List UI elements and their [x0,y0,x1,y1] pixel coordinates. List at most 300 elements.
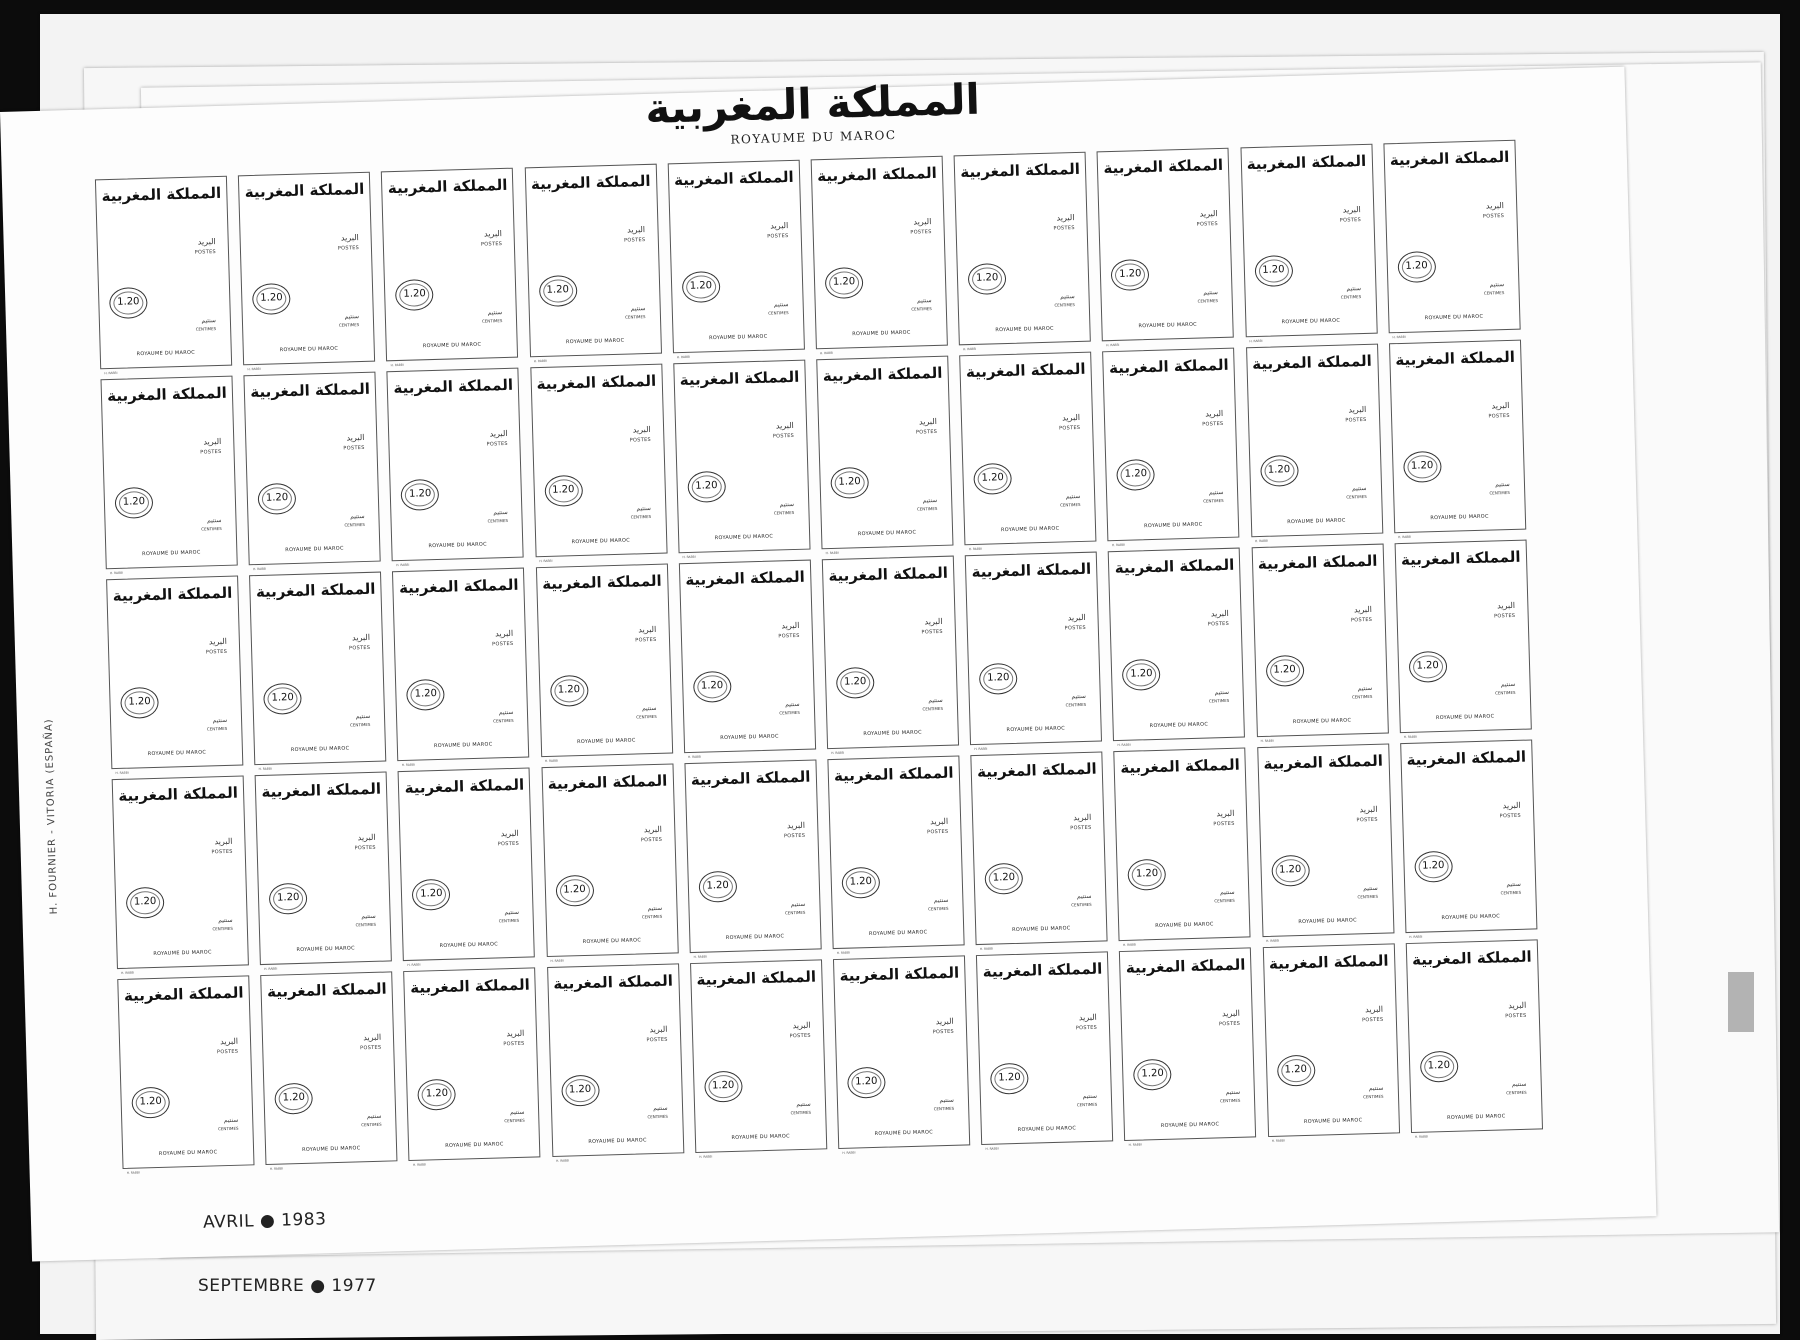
stamp-frame [965,552,1102,746]
seal-icon [704,1071,743,1103]
stamp [527,363,676,567]
stamp-pane [92,139,1551,1179]
stamp-value: 1.20 [992,871,1016,884]
stamp-postes-arabic: البريد [1210,608,1229,619]
stamp-centimes-arabic: سنتيم [361,912,376,921]
stamp-country-french: ROYAUME DU MAROC [445,1141,504,1149]
stamp-country-arabic: المملكة المغربية [960,159,1081,182]
stamp-frame [387,368,524,562]
stamp-frame [249,572,386,766]
stamp-value: 1.20 [1267,464,1291,476]
stamp-designer: H. RABBI [247,366,261,372]
stamp-postes-arabic: البريد [935,1016,954,1027]
stamp-centimes-arabic: سنتيم [636,504,651,513]
seal-icon [841,867,880,899]
stamp-centimes-french: CENTIMES [1483,290,1505,296]
stamp-country-french: ROYAUME DU MAROC [720,733,779,742]
stamp [1111,747,1260,951]
stamp-value: 1.20 [849,875,873,888]
stamp [538,763,687,967]
stamp-centimes-french: CENTIMES [1208,697,1230,704]
stamp-centimes-arabic: سنتيم [1220,888,1235,897]
stamp-centimes-french: CENTIMES [201,525,222,532]
seal-icon [395,279,434,311]
stamp-value: 1.20 [1135,867,1159,880]
stamp-postes-arabic: البريد [632,424,651,435]
seal-icon [681,271,720,303]
stamp-postes-arabic: البريد [208,636,227,647]
stamp [1105,547,1254,751]
stamp-postes-arabic: البريد [357,832,376,843]
seal-icon [1116,459,1155,491]
seal-icon [973,463,1012,495]
stamp-country-arabic: المملكة المغربية [106,383,227,406]
stamp-centimes-french: CENTIMES [1363,1093,1384,1100]
stamp-designer: H. RABBI [836,950,850,955]
stamp [824,755,973,959]
seal-icon [1397,251,1436,283]
stamp-value: 1.20 [1422,859,1445,872]
stamp-postes-arabic: البريد [1078,1012,1097,1023]
stamp-designer: H. RABBI [269,1166,283,1171]
stamp-country-arabic: المملكة المغربية [530,171,651,194]
stamp-postes-arabic: البريد [1073,812,1092,823]
stamp-postes-arabic: البريد [781,620,800,631]
stamp-designer: H. RABBI [539,558,553,564]
stamp-designer: H. RABBI [264,966,278,971]
stamp-value: 1.20 [1284,1063,1308,1076]
stamp-country-french: ROYAUME DU MAROC [433,741,493,750]
seal-icon [263,683,302,715]
stamp-postes-arabic: البريد [363,1032,382,1043]
stamp-postes-french: POSTES [1207,620,1230,628]
stamp-centimes-arabic: سنتيم [647,904,663,913]
stamp-value: 1.20 [563,883,586,896]
stamp-designer: H. RABBI [1398,534,1412,540]
seal-icon [830,467,869,499]
seal-icon [1403,451,1442,483]
stamp-value: 1.20 [117,296,140,308]
stamp-country-arabic: المملكة المغربية [1389,147,1510,170]
stamp-designer: H. RABBI [682,554,696,560]
stamp [109,775,258,979]
stamp-country-french: ROYAUME DU MAROC [1424,313,1484,322]
stamp-postes-arabic: البريد [649,1024,668,1035]
stamp-centimes-french: CENTIMES [504,1117,525,1124]
stamp-value: 1.20 [403,288,426,300]
stamp-centimes-arabic: سنتيم [223,1116,239,1125]
stamp-country-french: ROYAUME DU MAROC [571,537,631,546]
stamp-frame [95,176,232,370]
stamp-frame [381,168,518,362]
stamp-value: 1.20 [552,484,575,496]
stamp-designer: H. RABBI [819,350,834,356]
stamp-centimes-arabic: سنتيم [917,297,932,305]
stamp-postes-french: POSTES [1218,1020,1241,1028]
stamp-country-french: ROYAUME DU MAROC [731,1133,790,1141]
stamp-designer: H. RABBI [1266,938,1280,943]
stamp-postes-arabic: البريد [495,628,514,639]
stamp-country-arabic: المملكة المغربية [244,179,365,202]
stamp-country-arabic: المملكة المغربية [553,971,674,993]
seal-icon [115,487,154,519]
stamp-postes-arabic: البريد [1216,808,1235,819]
stamp-country-arabic: المملكة المغربية [1406,747,1527,769]
stamp-centimes-arabic: سنتيم [641,704,657,713]
stamp-postes-french: POSTES [486,440,508,448]
stamp-frame [524,164,661,358]
stamp-postes-french: POSTES [1196,221,1218,228]
seal-icon [1408,651,1447,683]
stamp-frame [1262,943,1399,1137]
stamp-centimes-french: CENTIMES [647,1113,668,1120]
stamp-postes-arabic: البريد [506,1028,525,1039]
stamp-postes-arabic: البريد [340,233,359,243]
seal-icon [412,879,451,911]
seal-icon [1133,1059,1172,1091]
stamp-designer: H. RABBI [1111,542,1126,548]
stamp [1237,143,1386,347]
stamp-frame [1383,140,1520,334]
stamp-centimes-french: CENTIMES [1065,701,1087,708]
seal-icon [555,875,594,907]
stamp-value: 1.20 [706,879,729,892]
stamp-postes-french: POSTES [492,640,514,648]
stamp [1259,943,1408,1147]
stamp-centimes-french: CENTIMES [916,505,938,512]
stamp [241,371,390,575]
stamp-centimes-arabic: سنتيم [1203,289,1218,297]
stamp-postes-arabic: البريد [489,428,508,439]
stamp-postes-french: POSTES [1070,824,1092,832]
stamp-centimes-arabic: سنتيم [1489,281,1505,289]
stamp [1386,339,1535,543]
stamp-country-arabic: المملكة المغربية [1411,947,1532,969]
stamp-country-french: ROYAUME DU MAROC [725,933,785,942]
seal-icon [269,883,308,915]
stamp [92,175,241,379]
stamp-centimes-arabic: سنتيم [498,708,514,717]
seal-icon [847,1067,886,1099]
seal-icon [979,663,1018,695]
stamp-value: 1.20 [420,887,443,900]
stamp-centimes-arabic: سنتيم [1071,692,1086,701]
stamp-country-arabic: المملكة المغربية [1125,955,1246,977]
stamp-postes-french: POSTES [1356,816,1378,824]
stamp-centimes-arabic: سنتيم [1346,285,1362,293]
stamp-value: 1.20 [260,292,283,304]
stamp-postes-arabic: البريد [351,632,371,643]
stamp [962,551,1111,755]
stamp-country-arabic: المملكة المغربية [1252,351,1372,374]
stamp-designer: H. RABBI [258,766,272,772]
seal-icon [1128,859,1167,891]
stamp-centimes-arabic: سنتيم [1082,1092,1098,1101]
stamp-frame [959,352,1096,546]
stamp-frame [535,564,672,758]
stamp-country-arabic: المملكة المغربية [101,183,222,206]
stamp-frame [404,967,541,1161]
stamp-value: 1.20 [557,684,581,696]
stamp-frame [541,763,678,957]
stamp-postes-arabic: البريد [1485,201,1505,211]
stamp-centimes-arabic: سنتيم [796,1100,811,1109]
stamp-frame [1257,743,1394,937]
stamp-country-arabic: المملكة المغربية [1108,355,1229,378]
stamp-country-arabic: المملكة المغربية [393,375,514,398]
stamp-frame [667,160,804,354]
stamp-centimes-french: CENTIMES [1340,294,1362,300]
stamp [1397,739,1546,943]
stamp-value: 1.20 [1405,260,1428,272]
stamp-centimes-arabic: سنتيم [509,1108,525,1117]
stamp-frame [679,560,816,754]
seal-icon [418,1079,457,1111]
stamp-value: 1.20 [843,676,867,688]
stamp-value: 1.20 [1118,268,1142,280]
stamp-postes-french: POSTES [1075,1024,1098,1032]
stamp-value: 1.20 [998,1071,1021,1084]
stamp-postes-french: POSTES [200,448,222,456]
stamp-centimes-french: CENTIMES [481,318,503,324]
stamp-frame [816,356,953,550]
stamp-frame [1246,344,1383,538]
stamp [1391,539,1540,743]
stamp-country-french: ROYAUME DU MAROC [588,1137,647,1145]
stamp-centimes-arabic: سنتيم [487,309,503,317]
stamp-designer: H. RABBI [121,970,135,975]
stamp-country-french: ROYAUME DU MAROC [1006,725,1066,734]
stamp-country-french: ROYAUME DU MAROC [1000,525,1060,534]
stamp-country-arabic: المملكة المغربية [1103,155,1224,178]
stamp-country-arabic: المملكة المغربية [409,975,530,997]
stamp-value: 1.20 [1124,468,1148,480]
stamp-centimes-arabic: سنتيم [773,301,789,309]
stamp-country-french: ROYAUME DU MAROC [1435,713,1495,722]
stamp-centimes-arabic: سنتيم [928,696,943,705]
seal-icon [538,275,577,307]
stamp-postes-arabic: البريد [913,217,932,227]
stamp-frame [1108,548,1245,742]
stamp-postes-arabic: البريد [1508,1000,1527,1011]
stamp-frame [673,360,810,554]
seal-icon [836,667,875,699]
stamp-value: 1.20 [1427,1059,1451,1072]
seal-icon [825,267,864,299]
stamp [395,767,544,971]
stamp [676,559,825,763]
stamp-designer: H. RABBI [412,1162,427,1167]
stamp-country-arabic: المملكة المغربية [1246,151,1367,174]
stamp-postes-french: POSTES [1350,616,1373,624]
stamp [664,159,813,363]
stamp-country-arabic: المملكة المغربية [112,583,233,606]
seal-icon [1254,255,1293,287]
stamp-country-french: ROYAUME DU MAROC [1149,721,1209,730]
stamp-centimes-french: CENTIMES [1506,1089,1527,1096]
stamp-frame [1405,939,1542,1133]
stamp-frame [1097,148,1234,342]
stamp-centimes-arabic: سنتيم [493,508,508,517]
stamp-postes-french: POSTES [1058,424,1081,432]
stamp-designer: H. RABBI [979,946,994,951]
stamp-centimes-arabic: سنتيم [1208,488,1224,497]
stamp-value: 1.20 [133,895,157,908]
stamp-frame [238,172,375,366]
stamp-country-french: ROYAUME DU MAROC [285,545,344,554]
stamp-designer: H. RABBI [115,770,129,776]
stamp-postes-french: POSTES [216,1048,239,1056]
stamp-postes-arabic: البريد [775,420,794,431]
stamp-country-french: ROYAUME DU MAROC [868,929,928,938]
stamp-country-french: ROYAUME DU MAROC [582,937,642,946]
stamp-centimes-french: CENTIMES [1203,497,1224,504]
stamp-designer: H. RABBI [699,1154,713,1159]
stamp-value: 1.20 [408,488,432,500]
seal-icon [561,1075,600,1107]
stamp-postes-french: POSTES [646,1036,668,1044]
stamp-designer: H. RABBI [407,962,421,967]
stamp-value: 1.20 [122,496,146,508]
stamp [1099,347,1248,551]
stamp-centimes-arabic: سنتيم [1506,880,1521,889]
stamp-postes-french: POSTES [1339,217,1362,224]
stamp-value: 1.20 [1416,660,1439,672]
stamp-country-french: ROYAUME DU MAROC [874,1129,934,1137]
stamp-postes-french: POSTES [1213,820,1235,828]
stamp-country-french: ROYAUME DU MAROC [1281,317,1341,326]
stamp-frame [392,568,529,762]
stamp-postes-french: POSTES [921,628,943,636]
stamp-postes-arabic: البريد [1062,412,1081,423]
stamp-designer: H. RABBI [1271,1138,1285,1143]
stamp [1248,543,1397,747]
stamp-centimes-french: CENTIMES [206,725,228,732]
stamp-frame [976,951,1113,1145]
stamp-country-french: ROYAUME DU MAROC [1447,1113,1506,1121]
stamp-country-french: ROYAUME DU MAROC [852,329,911,338]
stamp-designer: H. RABBI [1260,738,1274,744]
seal-icon [401,479,440,511]
stamp-postes-french: POSTES [1361,1016,1384,1024]
seal-icon [985,863,1024,895]
stamp-centimes-arabic: سنتيم [1060,293,1075,301]
stamp-postes-french: POSTES [1505,1012,1527,1020]
stamp-designer: H. RABBI [676,354,691,360]
stamp-postes-arabic: البريد [1491,400,1510,411]
stamp-centimes-french: CENTIMES [1214,897,1235,904]
stamp-postes-french: POSTES [480,241,503,248]
stamp [973,951,1122,1155]
stamp-centimes-french: CENTIMES [212,925,233,932]
stamp-designer: H. RABBI [1392,334,1406,340]
stamp-centimes-french: CENTIMES [641,913,663,920]
stamp [1243,343,1392,547]
stamp-designer: H. RABBI [687,754,702,760]
stamp-centimes-arabic: سنتيم [922,496,938,505]
stamp-postes-french: POSTES [211,848,233,856]
stamp-country-arabic: المملكة المغربية [1395,347,1516,370]
stamp-country-arabic: المملكة المغربية [261,779,382,801]
stamp-postes-french: POSTES [932,1028,955,1036]
stamp-designer: H. RABBI [544,758,559,764]
stamp-country-arabic: المملكة المغربية [404,775,525,797]
stamp-postes-french: POSTES [205,648,228,656]
stamp-designer: H. RABBI [842,1150,856,1155]
stamp-frame [398,767,535,961]
stamp-centimes-french: CENTIMES [1076,1101,1098,1108]
stamp-postes-arabic: البريد [770,221,789,231]
stamp-frame [244,372,381,566]
stamp [1094,147,1243,351]
stamp-postes-arabic: البريد [786,820,806,831]
stamp-country-french: ROYAUME DU MAROC [1138,321,1198,330]
stamp [681,759,830,963]
stamp-frame [827,755,964,949]
seal-icon [126,887,165,919]
stamp-centimes-french: CENTIMES [779,709,800,716]
stamp-centimes-french: CENTIMES [1357,893,1379,900]
stamp-frame [690,959,827,1153]
stamp-designer: H. RABBI [109,570,124,576]
stamp-value: 1.20 [981,472,1005,484]
sheet-title-french: ROYAUME DU MAROC [730,127,897,147]
seal-icon [693,671,732,703]
stamp-country-arabic: المملكة المغربية [1400,547,1521,570]
front-stamp-sheet [0,67,1656,1262]
stamp-centimes-arabic: سنتيم [344,313,360,321]
stamp-centimes-arabic: سنتيم [355,712,371,721]
stamp-country-arabic: المملكة المغربية [828,563,949,586]
stamp-centimes-french: CENTIMES [911,306,932,312]
stamp-designer: H. RABBI [693,954,707,959]
stamp-country-arabic: المملكة المغربية [123,983,244,1005]
stamp-postes-arabic: البريد [792,1020,811,1031]
seal-icon [120,687,159,719]
stamp-centimes-french: CENTIMES [361,1121,382,1128]
stamp-centimes-french: CENTIMES [928,905,949,912]
stamp [252,771,401,975]
stamp-designer: H. RABBI [1128,1142,1142,1147]
stamp-frame [1389,340,1526,534]
stamp-value: 1.20 [1141,1067,1164,1080]
stamp-country-french: ROYAUME DU MAROC [1292,717,1352,726]
stamp-centimes-arabic: سنتيم [1363,884,1378,893]
stamp-postes-french: POSTES [1053,225,1075,232]
seal-icon [1260,455,1299,487]
stamp-frame [833,955,970,1149]
stamp-postes-french: POSTES [497,840,520,848]
stamp-country-french: ROYAUME DU MAROC [1287,517,1346,526]
stamp-postes-arabic: البريد [627,225,646,235]
stamp-centimes-arabic: سنتيم [1351,484,1367,493]
stamp-country-arabic: المملكة المغربية [976,759,1097,781]
stamp-country-french: ROYAUME DU MAROC [995,325,1054,334]
stamp-country-french: ROYAUME DU MAROC [153,949,212,958]
stamp-postes-french: POSTES [910,229,932,236]
stamp-designer: H. RABBI [1254,538,1269,544]
stamp [521,163,670,367]
stamp-centimes-arabic: سنتيم [1076,892,1092,901]
seal-icon [1111,259,1150,291]
seal-icon [1419,1051,1458,1083]
stamp-country-french: ROYAUME DU MAROC [142,549,201,558]
seal-icon [1276,1055,1315,1087]
stamp [813,355,962,559]
stamp-postes-arabic: البريد [638,624,657,635]
stamp-value: 1.20 [1130,668,1153,680]
stamp-value: 1.20 [425,1087,449,1100]
